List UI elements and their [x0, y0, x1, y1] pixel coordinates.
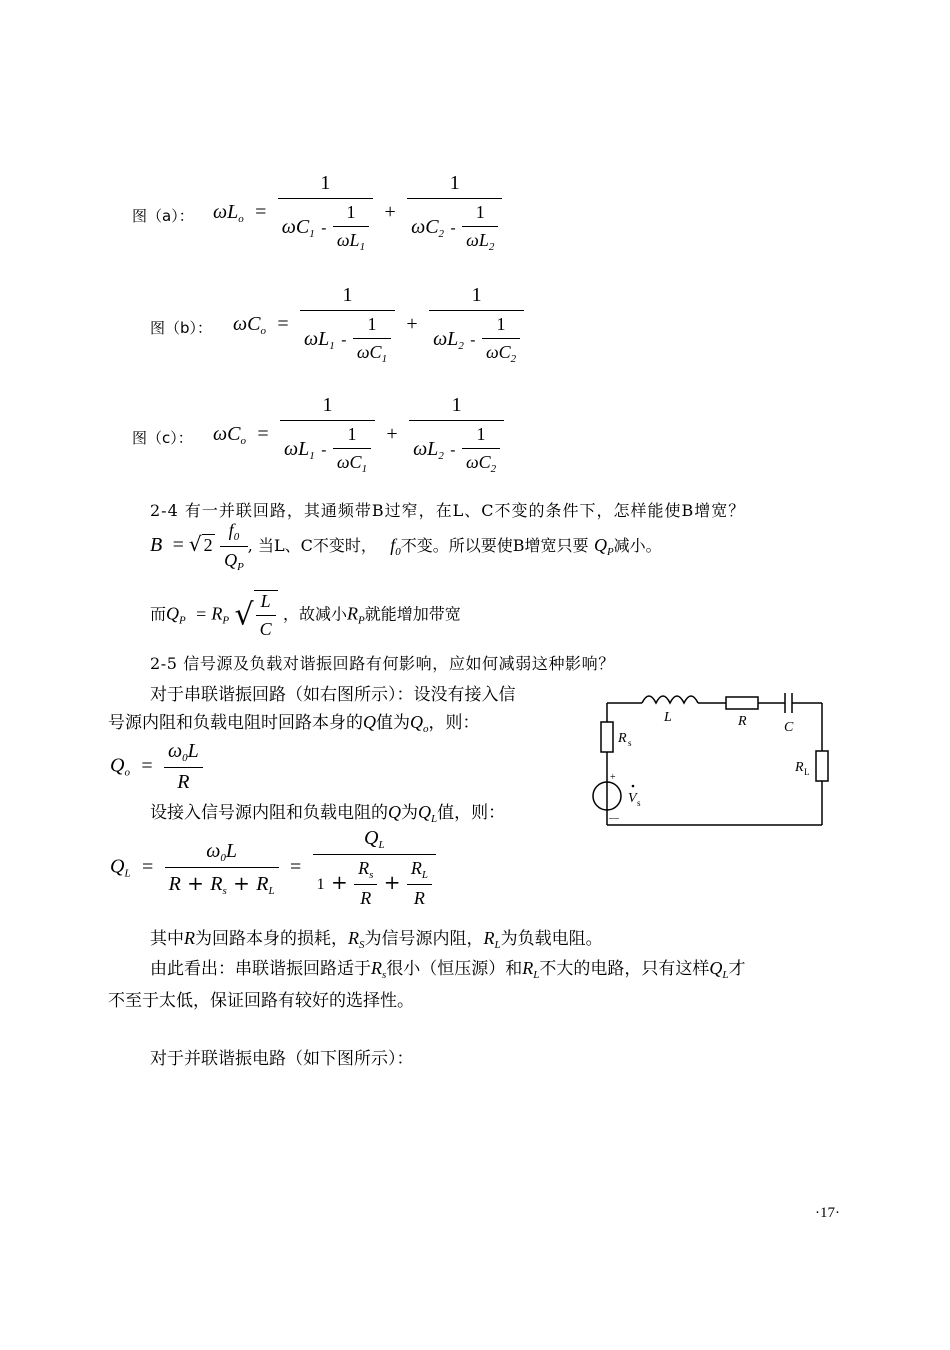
- qp-equation: 而$Q_P = R_P$ √ $\frac{L}{C}$ ，故减小$R_P$就能增加带宽: [150, 591, 461, 639]
- paragraph-3: 其中R为回路本身的损耗，$R_S$为信号源内阻，$R_L$为负载电阻。: [150, 928, 603, 951]
- resistor-r-symbol: [726, 697, 758, 709]
- qo-equation: $Q_o$ = $\frac{\omega_0L}{R}$: [110, 738, 203, 794]
- plus-sign: +: [610, 772, 616, 783]
- question-2-4: 2-4 有一并联回路，其通频带B过窄，在L、C不变的条件下，怎样能使B增宽？: [150, 501, 746, 520]
- voltage-source-sub: s: [637, 798, 641, 808]
- inductor-label: L: [664, 710, 672, 725]
- source-resistor-label: R: [618, 731, 627, 746]
- load-resistor-label: R: [795, 760, 804, 775]
- paragraph-5: 对于并联谐振电路（如下图所示）：: [150, 1049, 414, 1069]
- load-resistor-sub: L: [804, 767, 810, 777]
- voltage-source-label: V: [628, 791, 637, 806]
- paragraph-4-line-1: 由此看出：串联谐振回路适于$R_s$很小（恒压源）和$R_L$不大的电路，只有这样$Q_L$才: [150, 958, 746, 981]
- ql-equation: $Q_L$ = $\frac{\omega_0L}{R + R_s + R_L}$ = $Q_L$ 1 + $\frac{R_s}{R}$ + $\frac{R_L}{R}$: [110, 825, 436, 909]
- bandwidth-equation: B = √ 2 $\frac{f_0}{Q_P}$ , 当L、C不变时， $f_0$不变。所以要使B增宽只要 $Q_P$减小。: [150, 520, 662, 573]
- paragraph-1-line-2: 号源内阻和负载电阻时回路本身的Q值为$Q_o$，则：: [108, 712, 480, 735]
- capacitor-label: C: [784, 720, 794, 735]
- source-resistor-sub: s: [628, 738, 632, 748]
- paragraph-2: 设接入信号源内阻和负载电阻的Q为$Q_L$值，则：: [150, 802, 506, 825]
- minus-sign: —: [609, 813, 619, 824]
- figure-c-equation: $\omega C_o$ = 1 $\omega L_1$ - $\frac{1}{\omega C_1}$ + 1 $\omega L_2$ - $\frac{1}{\omega C_2}$: [213, 394, 504, 475]
- paragraph-4-line-2: 不至于太低，保证回路有较好的选择性。: [108, 991, 414, 1011]
- inductor-symbol: [642, 696, 698, 703]
- paragraph-1-line-1: 对于串联谐振回路（如右图所示）：设没有接入信: [150, 685, 516, 705]
- source-resistor-symbol: [601, 722, 613, 752]
- page-number: ·17·: [815, 1205, 840, 1221]
- phasor-dot: [632, 785, 635, 788]
- figure-a-equation: $\omega L_o$ = 1 $\omega C_1$ - $\frac{1}{\omega L_1}$ + 1 $\omega C_2$ - $\frac{1}{\omega L_2}$: [213, 172, 502, 253]
- resistor-label: R: [738, 714, 747, 729]
- load-resistor-symbol: [816, 751, 828, 781]
- figure-c-label: 图（c）：: [132, 429, 193, 447]
- series-resonance-circuit-diagram: [590, 685, 840, 835]
- figure-b-label: 图（b）：: [150, 319, 213, 337]
- figure-b-equation: $\omega C_o$ = 1 $\omega L_1$ - $\frac{1}{\omega C_1}$ + 1 $\omega L_2$ - $\frac{1}{\omega C_2}$: [233, 284, 524, 365]
- figure-a-label: 图（a）：: [132, 207, 194, 225]
- question-2-5: 2-5 信号源及负载对谐振回路有何影响，应如何减弱这种影响？: [150, 654, 615, 673]
